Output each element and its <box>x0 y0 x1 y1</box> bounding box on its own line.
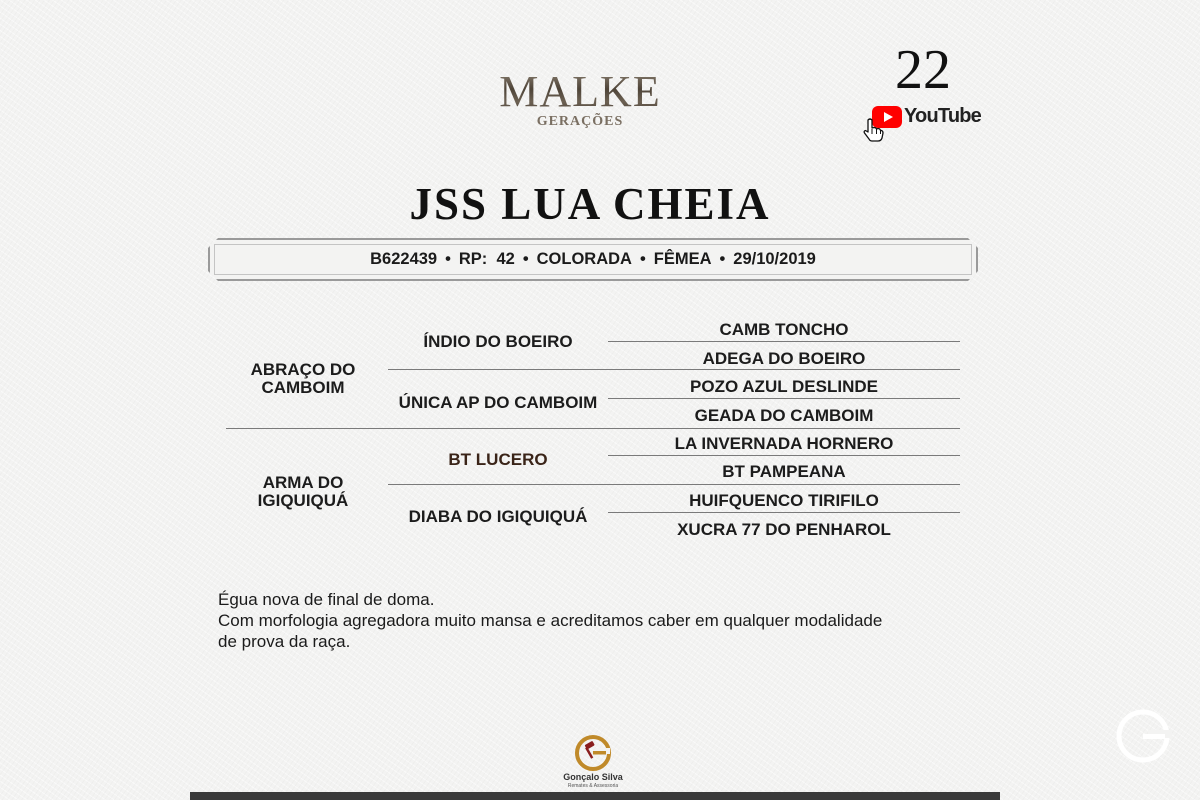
pedigree-divider <box>608 341 960 342</box>
auctioneer-name: Gonçalo Silva <box>563 772 623 782</box>
pedigree-divider <box>608 512 960 513</box>
registry-number: B622439 <box>370 250 438 268</box>
pedigree-ggp-5: LA INVERNADA HORNERO <box>674 434 894 453</box>
description-line-3: de prova da raça. <box>218 632 351 651</box>
lot-number: 22 <box>895 39 951 101</box>
horse-name: JSS LUA CHEIA <box>409 179 771 229</box>
pedigree-divider-main <box>226 428 960 429</box>
coat-color: COLORADA <box>536 250 632 268</box>
brand-subtitle: GERAÇÕES <box>536 114 624 129</box>
pedigree-sire: ABRAÇO DO CAMBOIM <box>250 360 356 397</box>
pedigree-dam-dam: DIABA DO IGIQUIQUÁ <box>408 507 588 526</box>
pedigree-ggp-3: POZO AZUL DESLINDE <box>690 377 878 396</box>
sex: FÊMEA <box>653 250 712 268</box>
pedigree-dam-sire: BT LUCERO <box>448 450 548 469</box>
horse-info-row: B622439 • RP: 42 • COLORADA • FÊMEA • 29/10/2019 <box>370 250 816 268</box>
brand-logo: MALKE <box>480 66 680 117</box>
bottom-bar <box>190 792 1000 800</box>
pedigree-divider <box>388 369 960 370</box>
birth-date: 29/10/2019 <box>733 250 816 268</box>
pedigree-ggp-2: ADEGA DO BOEIRO <box>702 349 866 368</box>
pedigree-ggp-4: GEADA DO CAMBOIM <box>694 406 874 425</box>
pedigree-ggp-1: CAMB TONCHO <box>719 320 849 339</box>
description-line-1: Égua nova de final de doma. <box>218 590 435 609</box>
description-line-2: Com morfologia agregadora muito mansa e acreditamos caber em qualquer modalidade <box>218 611 883 630</box>
pedigree-ggp-7: HUIFQUENCO TIRIFILO <box>689 491 879 510</box>
pedigree-ggp-8: XUCRA 77 DO PENHAROL <box>677 520 891 539</box>
auctioneer-logo-icon <box>574 734 612 772</box>
rp-label: RP: <box>458 250 488 268</box>
pedigree-divider <box>608 398 960 399</box>
pedigree-divider <box>608 455 960 456</box>
pedigree-divider <box>388 484 960 485</box>
pedigree-ggp-6: BT PAMPEANA <box>722 462 846 481</box>
rp-value: 42 <box>496 250 515 268</box>
pedigree-dam: ARMA DO IGIQUIQUÁ <box>257 473 349 510</box>
auctioneer-tagline: Remates & Assessoria <box>567 783 619 789</box>
youtube-link[interactable]: YouTube <box>904 105 981 127</box>
pointer-hand-icon <box>862 118 884 142</box>
pedigree-sire-dam: ÚNICA AP DO CAMBOIM <box>398 393 598 412</box>
pedigree-sire-sire: ÍNDIO DO BOEIRO <box>423 332 573 351</box>
watermark-logo-icon <box>1110 700 1176 772</box>
